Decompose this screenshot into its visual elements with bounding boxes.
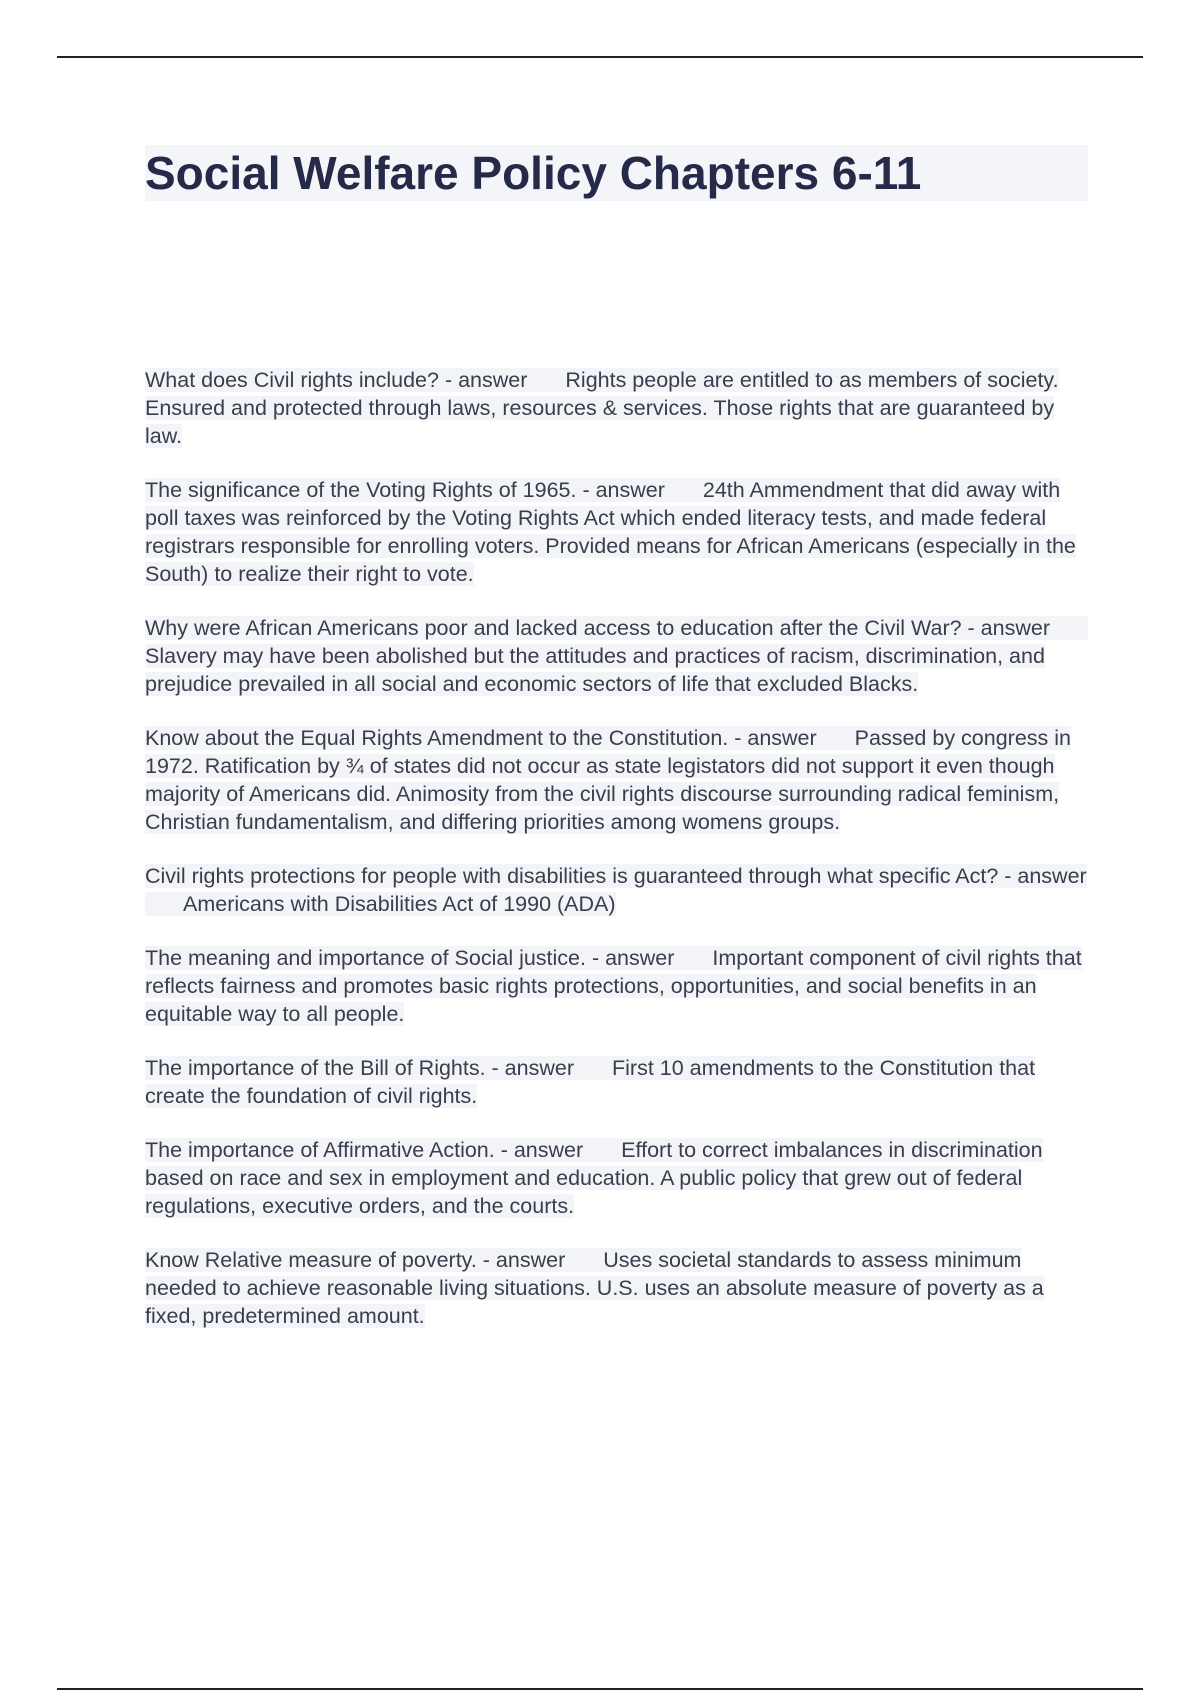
qa-question: Know about the Equal Rights Amendment to the Constitution. - answer: [145, 726, 817, 750]
qa-list: [145, 366, 1090, 1356]
qa-answer: Rights people are entitled to as members of society. Ensured and protected through laws, resources & services. Those rights that are guaranteed by law.: [145, 368, 1059, 448]
qa-question: The significance of the Voting Rights of 1965. - answer: [145, 478, 665, 502]
qa-answer: Uses societal standards to assess minimum needed to achieve reasonable living situations. U.S. uses an absolute measure of poverty as a fixed, predetermined amount.: [145, 1248, 1044, 1328]
qa-answer: Americans with Disabilities Act of 1990 (ADA): [183, 892, 616, 916]
qa-item: [145, 614, 1090, 698]
qa-answer: Effort to correct imbalances in discrimination based on race and sex in employment and education. A public policy that grew out of federal regulations, executive orders, and the courts.: [145, 1138, 1043, 1218]
qa-answer: 24th Ammendment that did away with poll taxes was reinforced by the Voting Rights Act which ended literacy tests, and made federal registrars responsible for enrolling voters. Provided means for African Americans (especially in the South) to realize their right to vote.: [145, 478, 1076, 586]
qa-item: [145, 944, 1090, 1028]
qa-item: [145, 366, 1090, 450]
qa-answer: Important component of civil rights that reflects fairness and promotes basic rights protections, opportunities, and social benefits in an equitable way to all people.: [145, 946, 1082, 1026]
document-title: Social Welfare Policy Chapters 6-11: [145, 147, 922, 199]
qa-question: The importance of the Bill of Rights. - answer: [145, 1056, 574, 1080]
qa-question: Civil rights protections for people with disabilities is guaranteed through what specific Act? - answer: [145, 864, 1087, 888]
qa-answer: Passed by congress in 1972. Ratification by ¾ of states did not occur as state legistators did not support it even though majority of Americans did. Animosity from the civil rights discourse surrounding radical feminism, Christian fundamentalism, and differing priorities among womens groups.: [145, 726, 1071, 834]
qa-question: Know Relative measure of poverty. - answer: [145, 1248, 566, 1272]
qa-question: The meaning and importance of Social justice. - answer: [145, 946, 675, 970]
qa-question: What does Civil rights include? - answer: [145, 368, 528, 392]
qa-item: [145, 1246, 1090, 1330]
top-divider: [57, 56, 1143, 58]
qa-item: [145, 476, 1090, 588]
bottom-divider: [57, 1688, 1143, 1690]
qa-item: [145, 1054, 1090, 1110]
qa-item: [145, 724, 1090, 836]
qa-question: The importance of Affirmative Action. - answer: [145, 1138, 584, 1162]
qa-item: [145, 862, 1090, 918]
qa-question: Why were African Americans poor and lacked access to education after the Civil War? - answer: [145, 616, 1050, 640]
qa-answer: Slavery may have been abolished but the attitudes and practices of racism, discrimination, and prejudice prevailed in all social and economic sectors of life that excluded Blacks.: [145, 644, 1045, 696]
qa-answer: First 10 amendments to the Constitution that create the foundation of civil rights.: [145, 1056, 1036, 1108]
qa-item: [145, 1136, 1090, 1220]
